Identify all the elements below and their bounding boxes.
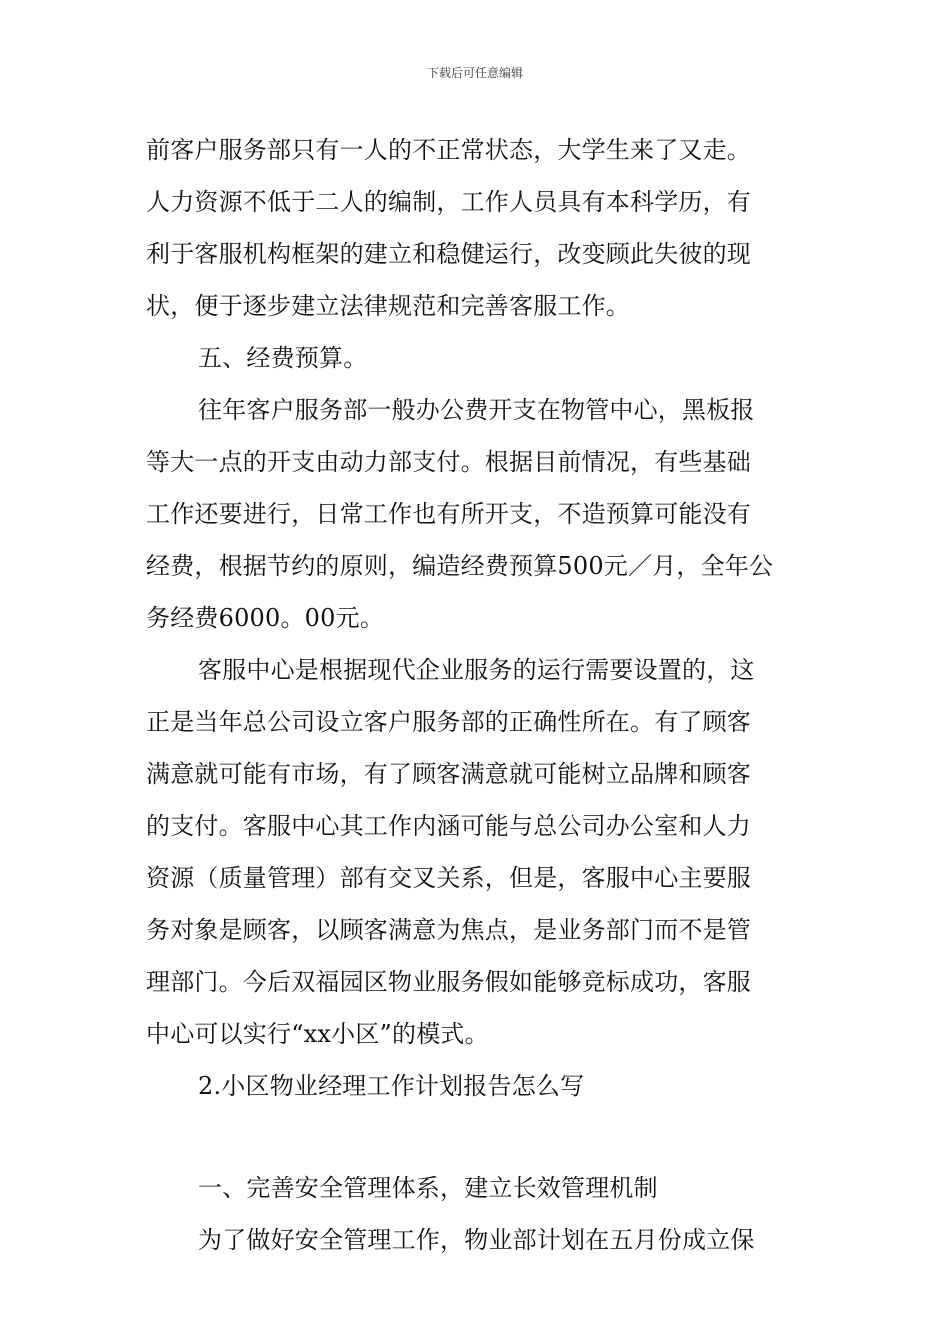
text-line: 往年客户服务部一般办公费开支在物管中心，黑板报 [198,396,755,424]
text-line: 中心可以实行“xx小区”的模式。 [146,1020,489,1048]
page-header-note: 下载后可任意编辑 [426,66,523,80]
text-line: 客服中心是根据现代企业服务的运行需要设置的，这 [198,656,755,684]
text-line: 等大一点的开支由动力部支付。根据目前情况，有些基础 [146,448,751,476]
text-line: 前客户服务部只有一人的不正常状态，大学生来了又走。 [146,136,751,164]
section-title: 2.小区物业经理工作计划报告怎么写 [198,1072,585,1100]
text-line: 满意就可能有市场，有了顾客满意就可能树立品牌和顾客 [146,760,751,788]
text-line: 正是当年总公司设立客户服务部的正确性所在。有了顾客 [146,708,751,736]
text-line: 的支付。客服中心其工作内涵可能与总公司办公室和人力 [146,812,751,840]
text-line: 为了做好安全管理工作，物业部计划在五月份成立保 [198,1226,755,1254]
text-line: 理部门。今后双福园区物业服务假如能够竞标成功，客服 [146,968,751,996]
blank-line [146,1112,812,1162]
text-line: 资源（质量管理）部有交叉关系，但是，客服中心主要服 [146,864,751,892]
document-body [146,124,812,1266]
text-line: 利于客服机构框架的建立和稳健运行，改变顾此失彼的现 [146,240,751,268]
section-heading: 五、经费预算。 [198,344,368,372]
text-line: 经费，根据节约的原则，编造经费预算500元／月，全年公 [146,552,774,580]
text-line: 务经费6000。00元。 [146,604,385,632]
section-heading: 一、完善安全管理体系，建立长效管理机制 [198,1174,658,1202]
text-line: 务对象是顾客，以顾客满意为焦点，是业务部门而不是管 [146,916,751,944]
text-line: 工作还要进行，日常工作也有所开支，不造预算可能没有 [146,500,751,528]
text-line: 状，便于逐步建立法律规范和完善客服工作。 [146,292,630,320]
text-line: 人力资源不低于二人的编制，工作人员具有本科学历，有 [146,188,751,216]
